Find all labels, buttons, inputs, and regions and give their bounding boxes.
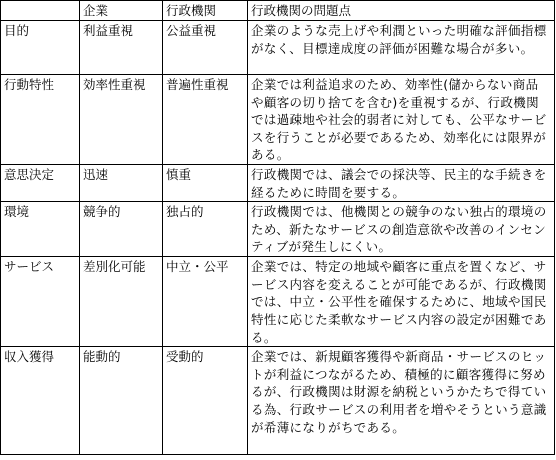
aspect-cell: 目的: [1, 21, 80, 75]
header-cell-government: 行政機関: [163, 1, 248, 21]
government-cell: 中立・公平: [163, 257, 248, 347]
problem-cell: 行政機関では、議会での採決等、民主的な手続きを経るために時間を要する。: [248, 165, 555, 202]
company-cell: 差別化可能: [80, 257, 163, 347]
problem-cell: 企業では、新規顧客獲得や新商品・サービスのヒットが利益につながるため、積極的に顧客獲得に努めるが、行政機関は財源を納税というかたちで得ている為、行政サービスの利用者を増やそうという意識が希薄になりがちである。: [248, 347, 555, 455]
table-row: [1, 202, 555, 257]
aspect-cell: 環境: [1, 202, 80, 257]
table-row: [1, 347, 555, 455]
aspect-cell: 行動特性: [1, 75, 80, 165]
aspect-cell: 収入獲得: [1, 347, 80, 455]
company-cell: 迅速: [80, 165, 163, 202]
table-row: [1, 165, 555, 202]
government-cell: 受動的: [163, 347, 248, 455]
problem-cell: 企業のような売上げや利潤といった明確な評価指標がなく、目標達成度の評価が困難な場合が多い。: [248, 21, 555, 75]
government-cell: 公益重視: [163, 21, 248, 75]
company-cell: 利益重視: [80, 21, 163, 75]
company-cell: 競争的: [80, 202, 163, 257]
problem-cell: 企業では、特定の地域や顧客に重点を置くなど、サービス内容を変えることが可能であるが、行政機関では、中立・公平性を確保するために、地域や国民特性に応じた柔軟なサービス内容の設定が困難である。: [248, 257, 555, 347]
header-cell-company: 企業: [80, 1, 163, 21]
problem-cell: 行政機関では、他機関との競争のない独占的環境のため、新たなサービスの創造意欲や改善のインセンティブが発生しにくい。: [248, 202, 555, 257]
government-cell: 慎重: [163, 165, 248, 202]
header-row: [1, 1, 555, 21]
table-row: [1, 21, 555, 75]
company-cell: 効率性重視: [80, 75, 163, 165]
problem-cell: 企業では利益追求のため、効率性(儲からない商品や顧客の切り捨てを含む)を重視するが、行政機関では過疎地や社会的弱者に対しても、公平なサービスを行うことが必要であるため、効率化には限界がある。: [248, 75, 555, 165]
government-cell: 普遍性重視: [163, 75, 248, 165]
header-cell-problem: 行政機関の問題点: [248, 1, 555, 21]
table-row: [1, 257, 555, 347]
aspect-cell: サービス: [1, 257, 80, 347]
table-row: [1, 75, 555, 165]
government-cell: 独占的: [163, 202, 248, 257]
aspect-cell: 意思決定: [1, 165, 80, 202]
header-cell-aspect: [1, 1, 80, 21]
company-cell: 能動的: [80, 347, 163, 455]
